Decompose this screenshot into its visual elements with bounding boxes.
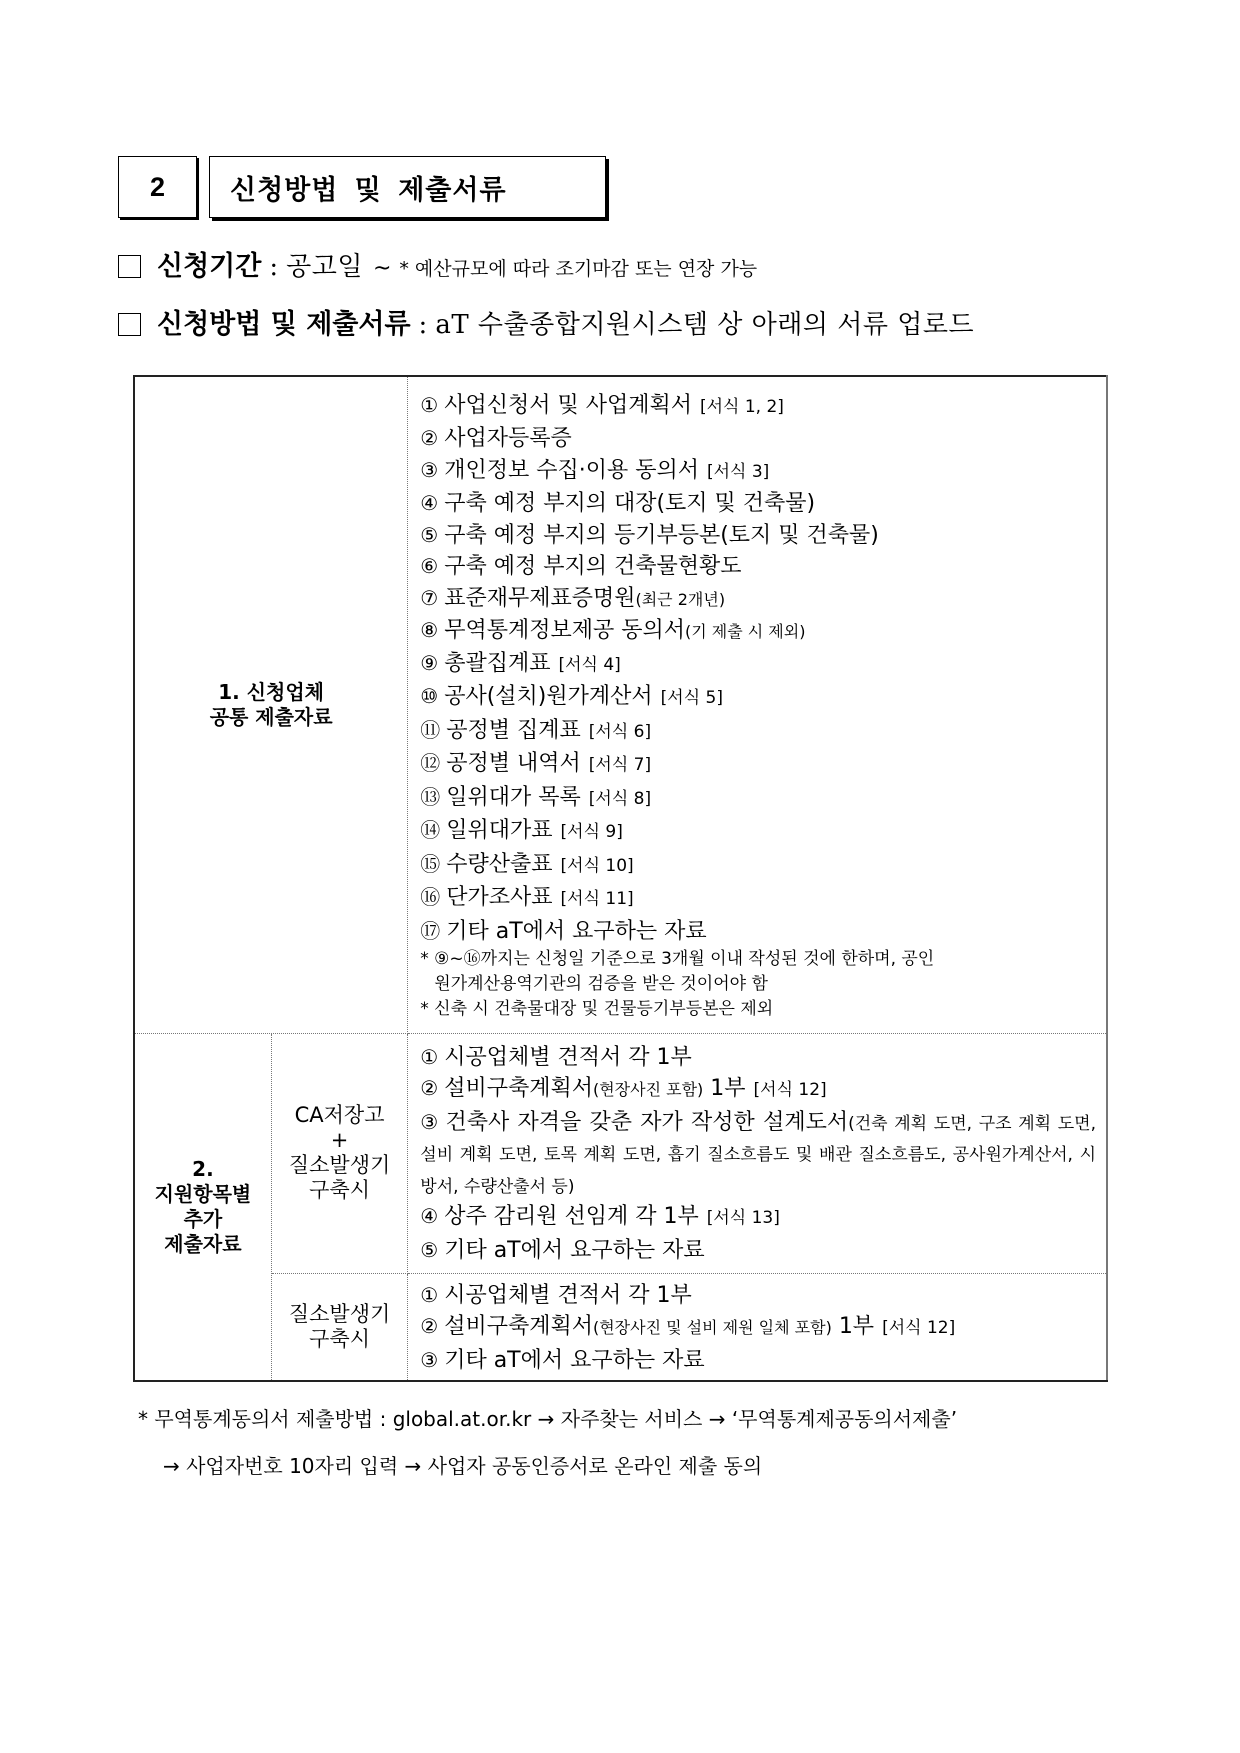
list-item: ⑥ 구축 예정 부지의 건축물현황도 [420, 554, 742, 579]
table-row-ca-storage [134, 1033, 1107, 1273]
list-item: ④ 상주 감리원 선임계 각 1부 [서식 13] [420, 1204, 780, 1230]
ca-nitrogen-items [408, 1033, 1107, 1273]
tilde: ~ [372, 256, 392, 281]
common-items [408, 376, 1107, 1033]
list-item: ② 사업자등록증 [420, 426, 572, 451]
list-item: ④ 구축 예정 부지의 대장(토지 및 건축물) [420, 491, 816, 516]
table-row-nitrogen [134, 1273, 1107, 1381]
subcategory-nitrogen [271, 1273, 407, 1381]
section-title: 신청방법 및 제출서류 [209, 156, 606, 218]
list-item: ① 시공업체별 견적서 각 1부 [420, 1282, 692, 1308]
list-item: ⑤ 기타 aT에서 요구하는 자료 [420, 1237, 705, 1263]
note-new-build: * 신축 시 건축물대장 및 건물등기부등본은 제외 [420, 999, 774, 1019]
list-item: ⑯ 단가조사표 [서식 11] [420, 885, 634, 910]
nitrogen-items [408, 1273, 1107, 1381]
subcategory-line: 질소발생기 [288, 1153, 391, 1177]
category-line: 추가 [183, 1206, 223, 1231]
bullet-colon: : [418, 310, 428, 340]
list-item: ② 설비구축계획서(현장사진 포함) 1부 [서식 12] [420, 1076, 827, 1102]
list-item: ⑧ 무역통계정보제공 동의서(기 제출 시 제외) [420, 618, 806, 643]
subcategory-ca-nitrogen [271, 1033, 407, 1273]
list-item: ② 설비구축계획서(현장사진 및 설비 제원 일체 포함) 1부 [서식 12] [420, 1314, 956, 1339]
list-item: ⑨ 총괄집계표 [서식 4] [420, 650, 621, 676]
footer-note-line1: * 무역통계동의서 제출방법 : global.at.or.kr → 자주찾는 서비스 → ‘무역통계제공동의서제출’ [138, 1407, 958, 1431]
bullet-application-period [118, 244, 757, 283]
bullet-label: 신청기간 [157, 251, 262, 282]
list-item: ⑫ 공정별 내역서 [서식 7] [420, 751, 652, 776]
bullet-application-method [118, 302, 974, 341]
note-validity-cont: 원가계산용역기관의 검증을 받은 것이어야 함 [434, 974, 768, 994]
bullet-value: 공고일 [286, 252, 363, 282]
subcategory-line: + [330, 1128, 349, 1152]
bullet-value: aT 수출종합지원시스템 상 아래의 서류 업로드 [435, 310, 975, 340]
category-line: 지원항목별 [154, 1181, 252, 1206]
category-line: 제출자료 [164, 1231, 242, 1256]
table-row-common [134, 376, 1107, 1033]
category-line: 2. [192, 1156, 214, 1181]
list-item: ⑩ 공사(설치)원가계산서 [서식 5] [420, 684, 723, 709]
list-item: ⑭ 일위대가표 [서식 9] [420, 818, 623, 843]
list-item: ③ 개인정보 수집·이용 동의서 [서식 3] [420, 457, 770, 483]
category-additional [134, 1033, 271, 1381]
list-item: ① 시공업체별 견적서 각 1부 [420, 1044, 692, 1070]
section-number: 2 [118, 156, 197, 218]
note-validity: * ⑨~⑯까지는 신청일 기준으로 3개월 이내 작성된 것에 한하며, 공인 [420, 949, 935, 969]
list-item: ① 사업신청서 및 사업계획서 [서식 1, 2] [420, 392, 784, 418]
checkbox-icon [118, 255, 141, 278]
subcategory-line: CA저장고 [294, 1103, 385, 1127]
category-common [134, 376, 408, 1033]
category-line: 공통 제출자료 [209, 704, 333, 729]
subcategory-line: 구축시 [309, 1178, 370, 1202]
list-item: ⑦ 표준재무제표증명원(최근 2개년) [420, 585, 726, 611]
bullet-note: * 예산규모에 따라 조기마감 또는 연장 가능 [399, 258, 758, 280]
bullet-label: 신청방법 및 제출서류 [157, 309, 411, 340]
subcategory-line: 질소발생기 [288, 1301, 391, 1326]
category-line: 1. 신청업체 [218, 679, 325, 704]
list-item: ⑤ 구축 예정 부지의 등기부등본(토지 및 건축물) [420, 522, 879, 548]
list-item: ⑰ 기타 aT에서 요구하는 자료 [420, 918, 707, 944]
checkbox-icon [118, 313, 141, 336]
subcategory-line: 구축시 [309, 1326, 370, 1351]
footer-note-line2: → 사업자번호 10자리 입력 → 사업자 공동인증서로 온라인 제출 동의 [163, 1454, 763, 1478]
list-item: ⑪ 공정별 집계표 [서식 6] [420, 717, 652, 743]
list-item: ⑬ 일위대가 목록 [서식 8] [420, 784, 652, 810]
list-item: ③ 건축사 자격을 갖춘 자가 작성한 설계도서(건축 계획 도면, 구조 계획 도면, 설비 계획 도면, 토목 계획 도면, 흡기 질소흐름도 및 배관 질소흐름도, 공사원가계산서, 시방서, 수량산출서 등) [420, 1109, 1096, 1197]
bullet-colon: : [269, 252, 279, 282]
list-item: ③ 기타 aT에서 요구하는 자료 [420, 1347, 705, 1373]
list-item: ⑮ 수량산출표 [서식 10] [420, 851, 634, 877]
documents-table [133, 375, 1108, 1382]
